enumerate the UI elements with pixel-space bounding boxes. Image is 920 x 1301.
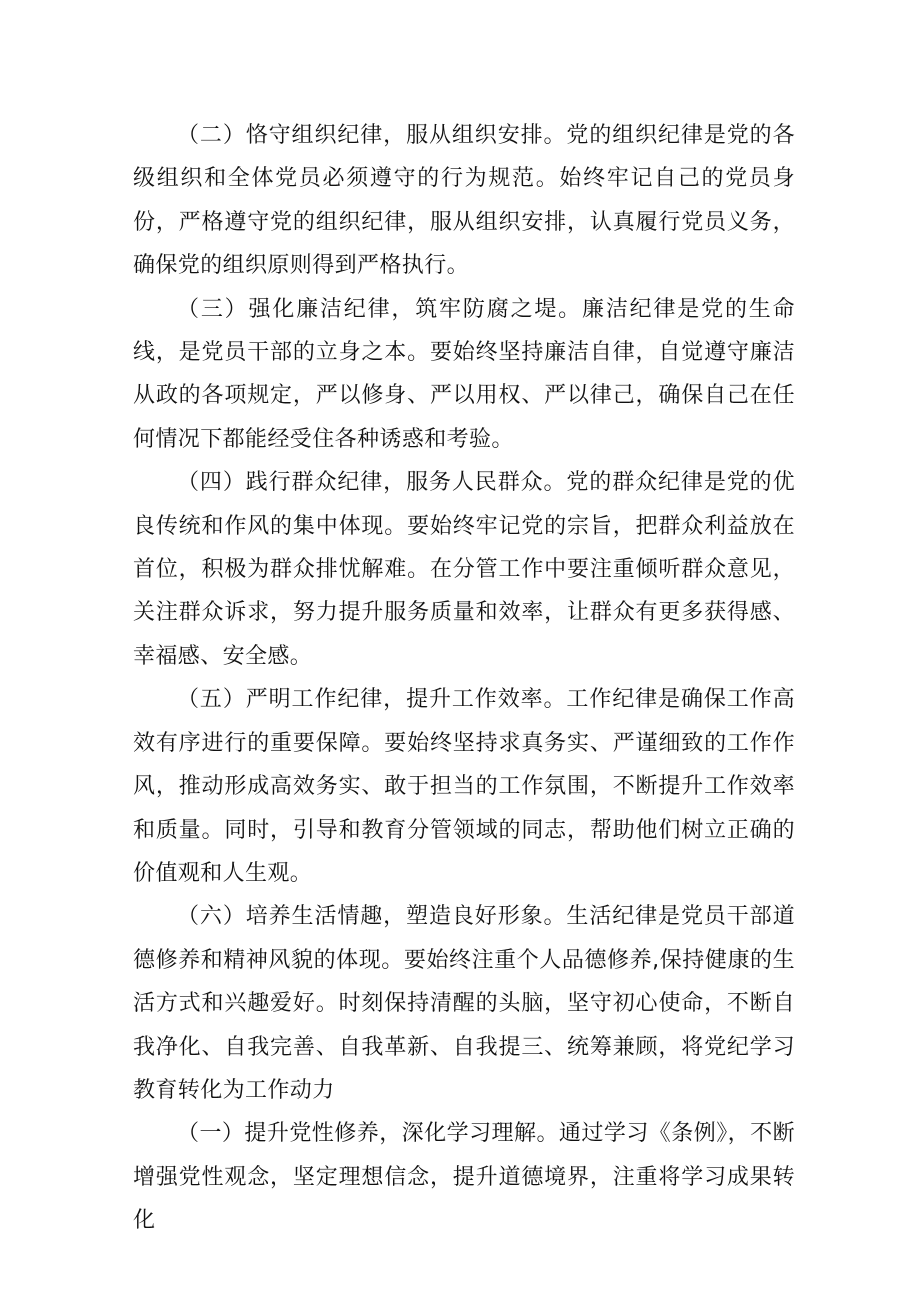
paragraph-party-spirit: （一）提升党性修养，深化学习理解。通过学习《条例》，不断增强党性观念，坚定理想信念，提升道德境界，注重将学习成果转化 — [133, 1121, 795, 1234]
paragraph-integrity-discipline: （三）强化廉洁纪律，筑牢防腐之堤。廉洁纪律是党的生命线，是党员干部的立身之本。要始终坚持廉洁自律，自觉遵守廉洁从政的各项规定，严以修身、严以用权、严以律己，确保自己在任何情况下都能经受住各种诱惑和考验。 — [133, 296, 795, 452]
document-body — [133, 114, 795, 1243]
paragraph-life-discipline: （六）培养生活情趣，塑造良好形象。生活纪律是党员干部道德修养和精神风貌的体现。要始终注重个人品德修养,保持健康的生活方式和兴趣爱好。时刻保持清醒的头脑，坚守初心使命，不断自我净化、自我完善、自我革新、自我提三、统筹兼顾，将党纪学习教育转化为工作动力 — [133, 904, 795, 1103]
paragraph-mass-discipline: （四）践行群众纪律，服务人民群众。党的群众纪律是党的优良传统和作风的集中体现。要始终牢记党的宗旨，把群众利益放在首位，积极为群众排忧解难。在分管工作中要注重倾听群众意见，关注群众诉求，努力提升服务质量和效率，让群众有更多获得感、幸福感、安全感。 — [133, 470, 795, 669]
paragraph-work-discipline: （五）严明工作纪律，提升工作效率。工作纪律是确保工作高效有序进行的重要保障。要始终坚持求真务实、严谨细致的工作作风，推动形成高效务实、敢于担当的工作氛围，不断提升工作效率和质量。同时，引导和教育分管领域的同志，帮助他们树立正确的价值观和人生观。 — [133, 687, 795, 886]
paragraph-organization-discipline: （二）恪守组织纪律，服从组织安排。党的组织纪律是党的各级组织和全体党员必须遵守的行为规范。始终牢记自己的党员身份，严格遵守党的组织纪律，服从组织安排，认真履行党员义务，确保党的组织原则得到严格执行。 — [133, 123, 795, 279]
